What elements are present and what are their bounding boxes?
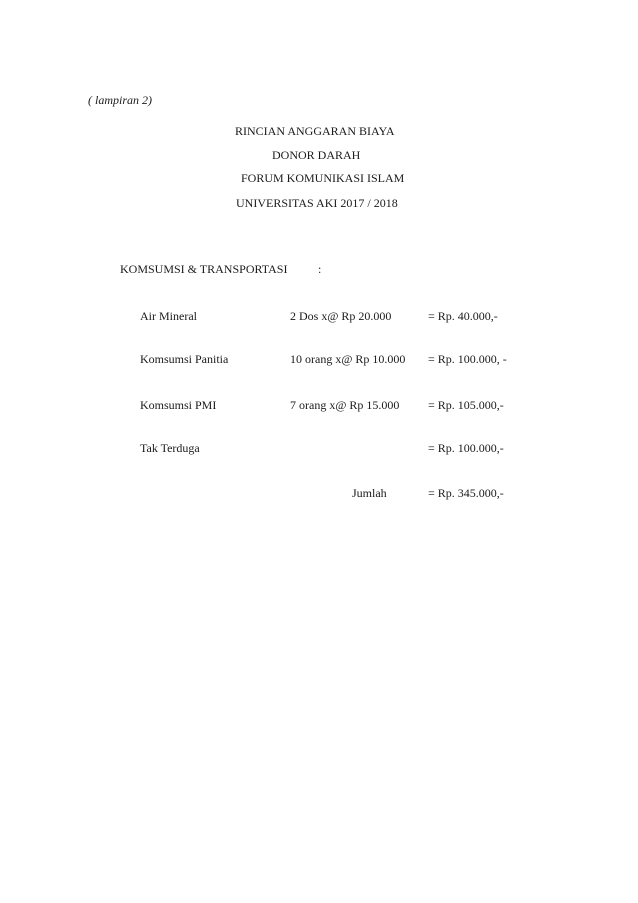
attachment-label: ( lampiran 2) [88, 93, 152, 107]
item-total: = Rp. 40.000,- [428, 309, 498, 323]
heading-event: DONOR DARAH [272, 148, 361, 162]
item-quantity: 7 orang x@ Rp 15.000 [290, 398, 400, 412]
item-name: Air Mineral [140, 309, 197, 323]
item-total: = Rp. 100.000,- [428, 441, 504, 455]
heading-title: RINCIAN ANGGARAN BIAYA [235, 124, 395, 138]
heading-university: UNIVERSITAS AKI 2017 / 2018 [236, 196, 398, 210]
section-title: KOMSUMSI & TRANSPORTASI [120, 262, 288, 276]
section-colon: : [318, 262, 322, 276]
item-total: = Rp. 105.000,- [428, 398, 504, 412]
item-name: Komsumsi PMI [140, 398, 217, 412]
heading-organization: FORUM KOMUNIKASI ISLAM [241, 171, 405, 185]
total-label: Jumlah [352, 486, 387, 500]
grand-total: = Rp. 345.000,- [428, 486, 504, 500]
item-quantity: 2 Dos x@ Rp 20.000 [290, 309, 392, 323]
item-quantity: 10 orang x@ Rp 10.000 [290, 352, 406, 366]
item-total: = Rp. 100.000, - [428, 352, 507, 366]
item-name: Tak Terduga [140, 441, 200, 455]
item-name: Komsumsi Panitia [140, 352, 229, 366]
